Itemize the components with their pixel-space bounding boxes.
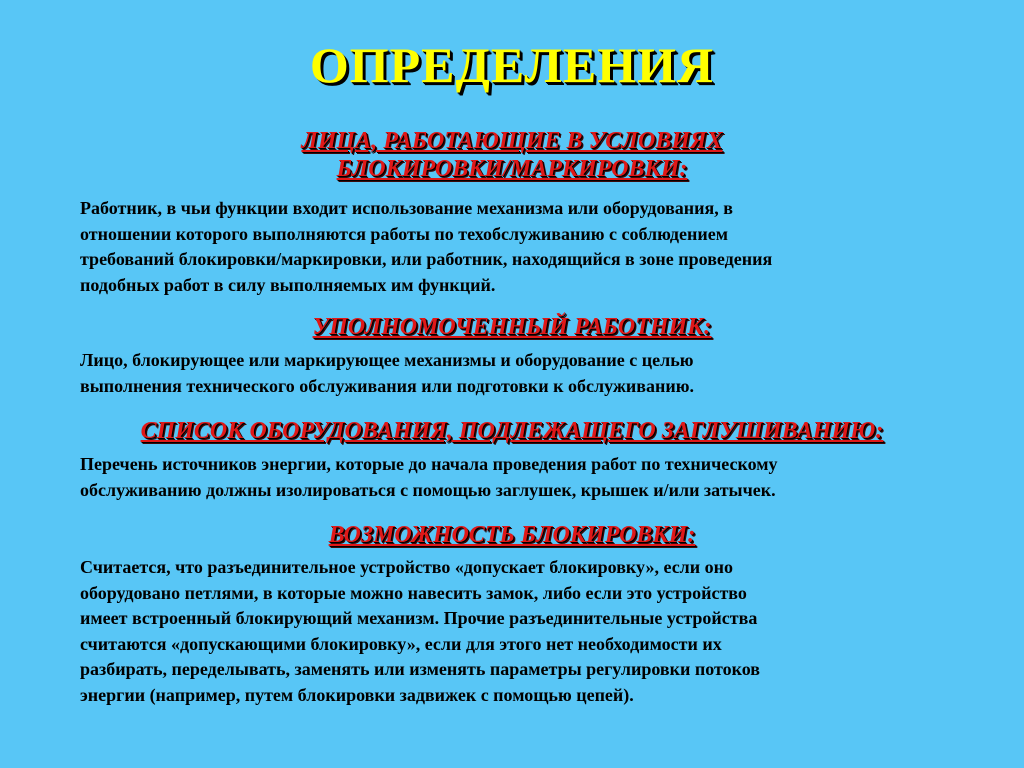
- definition-authorized-worker: Лицо, блокирующее или маркирующее механизмы и оборудование с целью выполнения технического обслуживания или подготовки к обслуживанию.: [80, 350, 695, 396]
- heading-authorized-worker: УПОЛНОМОЧЕННЫЙ РАБОТНИК:: [312, 314, 712, 340]
- heading-blanking-equipment-list: СПИСОК ОБОРУДОВАНИЯ, ПОДЛЕЖАЩЕГО ЗАГЛУШИВАНИЮ:: [140, 418, 884, 444]
- slide-title: ОПРЕДЕЛЕНИЯ: [309, 37, 715, 93]
- heading-lockout-capability: ВОЗМОЖНОСТЬ БЛОКИРОВКИ:: [328, 522, 696, 548]
- definition-lockout-capability: Считается, что разъединительное устройство «допускает блокировку», если оно оборудовано петлями, в которые можно навесить замок, либо если это устройство имеет встроенный блокирующий механизм. Прочие разъединительные устройства считаются «допускающими блокировку», если для этого нет необходимости их разбирать, переделывать, заменять или изменять параметры регулировки потоков энергии (например, путем блокировки задвижек с помощью цепей).: [80, 557, 760, 705]
- definition-lockout-workers: Работник, в чьи функции входит использование механизма или оборудования, в отношении которого выполняются работы по техобслуживанию с соблюдением требований блокировки/маркировки, или работник, находящийся в зоне проведения подобных работ в силу выполняемых им функций.: [80, 198, 773, 295]
- heading-lockout-workers: ЛИЦА, РАБОТАЮЩИЕ В УСЛОВИЯХ БЛОКИРОВКИ/МАРКИРОВКИ:: [301, 128, 723, 182]
- definition-blanking-equipment-list: Перечень источников энергии, которые до начала проведения работ по техническому обслуживанию должны изолироваться с помощью заглушек, крышек и/или затычек.: [80, 454, 778, 500]
